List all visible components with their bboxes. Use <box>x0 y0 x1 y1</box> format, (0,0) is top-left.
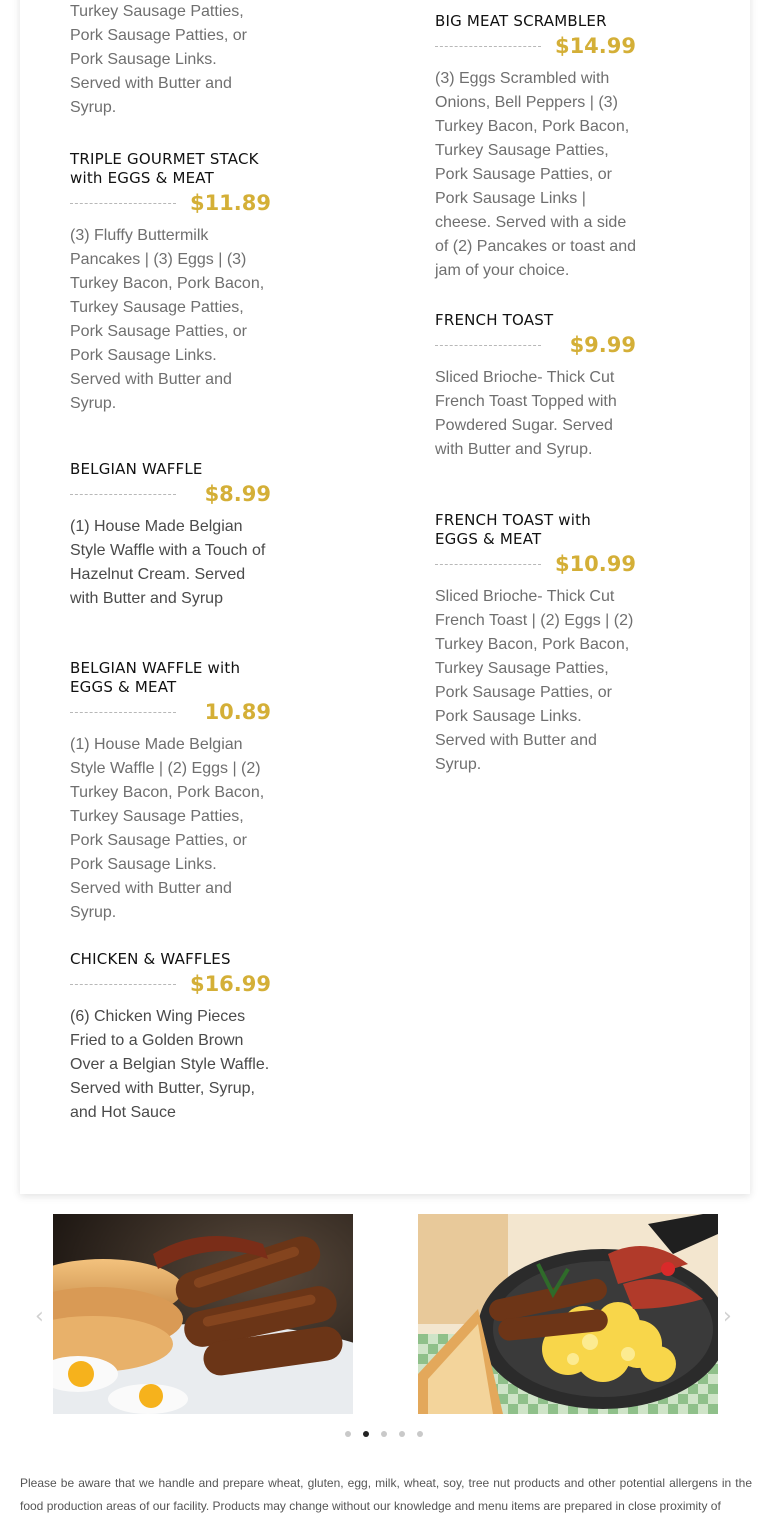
carousel-dot-3[interactable] <box>381 1431 387 1437</box>
carousel-dot-5[interactable] <box>417 1431 423 1437</box>
dotted-leader <box>70 494 176 495</box>
dotted-leader <box>435 46 541 47</box>
dotted-leader <box>435 345 541 346</box>
chevron-left-icon[interactable]: ‹ <box>35 1304 44 1329</box>
price-row <box>435 330 636 360</box>
menu-item-fragment <box>70 0 271 120</box>
item-description: Sliced Brioche- Thick Cut French Toast Topped with Powdered Sugar. Served with Butter and Syrup. <box>435 369 617 458</box>
menu-item-french-toast-eggs-meat <box>435 511 636 777</box>
carousel-dot-2[interactable] <box>363 1431 369 1437</box>
scrambled-eggs-sausage-bacon-pan-photo[interactable] <box>418 1214 718 1414</box>
item-price: $16.99 <box>189 972 271 996</box>
item-title: CHICKEN & WAFFLES <box>70 950 231 968</box>
carousel-dot-4[interactable] <box>399 1431 405 1437</box>
price-row <box>70 969 271 999</box>
menu-item-triple-gourmet-stack <box>70 150 271 416</box>
price-row <box>435 549 636 579</box>
item-price: $14.99 <box>554 34 636 58</box>
chevron-right-icon[interactable]: › <box>723 1304 732 1329</box>
item-price: $9.99 <box>569 333 636 357</box>
price-row <box>70 697 271 727</box>
price-row <box>435 31 636 61</box>
menu-item-chicken-waffles <box>70 950 271 1125</box>
item-title: BELGIAN WAFFLE <box>70 460 203 478</box>
menu-item-big-meat-scrambler <box>435 12 636 283</box>
item-price: $11.89 <box>189 191 271 215</box>
item-title: FRENCH TOAST with EGGS & MEAT <box>435 511 591 548</box>
item-price: 10.89 <box>204 700 271 724</box>
item-description: Turkey Sausage Patties, Pork Sausage Patties, or Pork Sausage Links. Served with Butter and Syrup. <box>70 3 247 116</box>
price-row <box>70 188 271 218</box>
menu-item-belgian-waffle-eggs-meat <box>70 659 271 925</box>
item-title: BIG MEAT SCRAMBLER <box>435 12 607 30</box>
dotted-leader <box>435 564 541 565</box>
pancakes-sausage-eggs-photo[interactable] <box>53 1214 353 1414</box>
item-title: TRIPLE GOURMET STACK with EGGS & MEAT <box>70 150 259 187</box>
item-description: Sliced Brioche- Thick Cut French Toast | (2) Eggs | (2) Turkey Bacon, Pork Bacon, Turkey Sausage Patties, Pork Sausage Patties, or Pork Sausage Links. Served with Butter and Syrup. <box>435 588 634 773</box>
item-description: (1) House Made Belgian Style Waffle with a Touch of Hazelnut Cream. Served with Butter and Syrup <box>70 518 266 607</box>
pancakes-sausage-eggs-image <box>53 1214 353 1414</box>
item-price: $8.99 <box>204 482 271 506</box>
price-row <box>70 479 271 509</box>
carousel-dot-1[interactable] <box>345 1431 351 1437</box>
menu-item-french-toast <box>435 311 636 462</box>
item-description: (3) Eggs Scrambled with Onions, Bell Peppers | (3) Turkey Bacon, Pork Bacon, Turkey Sausage Patties, Pork Sausage Patties, or Pork Sausage Links | cheese. Served with a side of (2) Pancakes or toast and jam of your choice. <box>435 70 636 279</box>
item-title: FRENCH TOAST <box>435 311 554 329</box>
item-description: (6) Chicken Wing Pieces Fried to a Golden Brown Over a Belgian Style Waffle. Served with Butter, Syrup, and Hot Sauce <box>70 1008 270 1121</box>
item-description: (1) House Made Belgian Style Waffle | (2) Eggs | (2) Turkey Bacon, Pork Bacon, Turkey Sausage Patties, Pork Sausage Patties, or Pork Sausage Links. Served with Butter and Syrup. <box>70 736 265 921</box>
scrambled-eggs-pan-image <box>418 1214 718 1414</box>
dotted-leader <box>70 712 176 713</box>
allergen-notice: Please be aware that we handle and prepare wheat, gluten, egg, milk, wheat, soy, tree nut products and other potential allergens in the food production areas of our facility. Products may change without our knowledge and menu items are prepared in close proximity of <box>20 1476 752 1513</box>
menu-card <box>20 0 750 1194</box>
item-description: (3) Fluffy Buttermilk Pancakes | (3) Eggs | (3) Turkey Bacon, Pork Bacon, Turkey Sausage Patties, Pork Sausage Patties, or Pork Sausage Links. Served with Butter and Syrup. <box>70 227 265 412</box>
menu-item-belgian-waffle <box>70 460 271 611</box>
dotted-leader <box>70 984 176 985</box>
item-title: BELGIAN WAFFLE with EGGS & MEAT <box>70 659 241 696</box>
dotted-leader <box>70 203 176 204</box>
item-price: $10.99 <box>554 552 636 576</box>
